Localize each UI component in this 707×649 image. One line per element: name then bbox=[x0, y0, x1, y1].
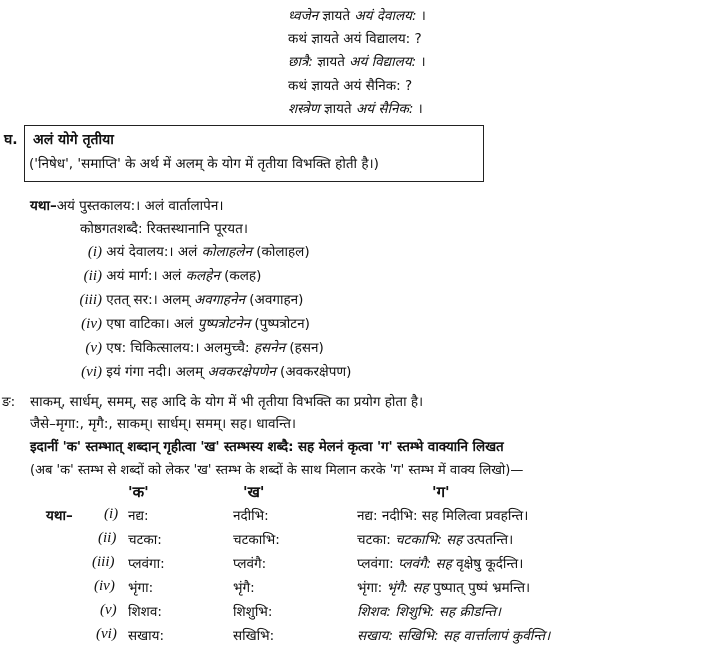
ga-plain: चटका: bbox=[357, 532, 396, 548]
section-title: अलं योगे तृतीया bbox=[33, 132, 114, 148]
section-marker-nga: ङ: bbox=[2, 394, 16, 410]
section-note: ('निषेध', 'समाप्ति' के अर्थ में अलम् के योग में तृतीया विभक्ति होती है।) bbox=[29, 156, 379, 172]
cell-ka: शिशव: bbox=[128, 604, 162, 620]
cell-kha: भृंगै: bbox=[233, 580, 255, 596]
cell-ga bbox=[357, 578, 530, 596]
item-number: (iv) bbox=[81, 316, 102, 332]
text: कथं ज्ञायते अयं सैनिक: ? bbox=[288, 78, 413, 94]
item-prefix: अयं मार्ग:। अलं bbox=[106, 268, 186, 284]
item-number: (iii) bbox=[79, 292, 102, 308]
row-number: (v) bbox=[100, 602, 117, 618]
item-answer: पुष्पत्रोटनेन bbox=[197, 316, 251, 332]
column-header-kha: 'ख' bbox=[243, 483, 265, 501]
row-number: (vi) bbox=[96, 626, 117, 642]
cell-ka: सखाय: bbox=[128, 628, 165, 644]
item-number: (ii) bbox=[83, 268, 102, 284]
fill-instruction: कोष्ठगतशब्दै: रिक्तस्थानानि पूरयत। bbox=[80, 221, 248, 237]
item-answer: कोलाहलेन bbox=[201, 244, 252, 260]
item-prefix: इयं गंगा नदी। अलम् bbox=[106, 364, 208, 380]
cell-kha: नदीभि: bbox=[233, 508, 269, 524]
item-hint: (अवकरक्षेपण) bbox=[280, 364, 352, 380]
text: । bbox=[416, 54, 426, 70]
row-number: (i) bbox=[104, 506, 119, 522]
item-prefix: अयं देवालय:। अलं bbox=[106, 244, 202, 260]
cell-ga: नद्य: नदीभि: सह मिलित्वा प्रवहन्ति। bbox=[357, 508, 529, 524]
cell-kha: सखिभि: bbox=[233, 628, 275, 644]
cell-ka: चटका: bbox=[128, 532, 162, 548]
list-item bbox=[80, 242, 310, 261]
cell-ga bbox=[357, 554, 523, 572]
rule-text: साकम्, सार्धम्, समम्, सह आदि के योग में भी तृतीया विभक्ति का प्रयोग होता है। bbox=[30, 394, 424, 410]
instruction-hindi: (अब 'क' स्तम्भ से शब्दों को लेकर 'ख' स्तम्भ के शब्दों के साथ मिलान करके 'ग' स्तम्भ में वाक्य लिखो)— bbox=[30, 463, 524, 478]
italic-text: अयं देवालय: bbox=[354, 8, 417, 24]
item-number: (v) bbox=[85, 340, 102, 356]
item-prefix: एतत् सर:। अलम् bbox=[106, 292, 194, 308]
item-hint: (पुष्पत्रोटन) bbox=[254, 316, 310, 332]
row-number: (ii) bbox=[98, 530, 117, 546]
row-number: (iii) bbox=[92, 554, 115, 570]
text: ज्ञायते bbox=[318, 8, 355, 24]
cell-kha: शिशुभि: bbox=[233, 604, 273, 620]
list-item bbox=[74, 362, 351, 381]
item-hint: (कलह) bbox=[224, 268, 262, 284]
list-item bbox=[74, 314, 310, 333]
item-number: (vi) bbox=[81, 364, 102, 380]
cell-ka: भृंगा: bbox=[128, 580, 154, 596]
example-line bbox=[288, 76, 412, 94]
section-marker-gha: घ. bbox=[4, 132, 18, 148]
column-header-ga: 'ग' bbox=[432, 483, 450, 501]
item-prefix: एषा वाटिका। अलं bbox=[106, 316, 198, 332]
item-hint: (अवगाहन) bbox=[249, 292, 304, 308]
rule-box bbox=[24, 125, 484, 182]
text: कथं ज्ञायते अयं विद्यालय: ? bbox=[288, 31, 422, 47]
cell-kha: चटकाभि: bbox=[233, 532, 280, 548]
list-item bbox=[78, 338, 324, 357]
ga-plain: प्लवंगा: bbox=[357, 556, 398, 572]
cell-ka: नद्य: bbox=[128, 508, 149, 524]
ga-plain: भृंगा: bbox=[357, 580, 387, 596]
item-hint: (कोलाहल) bbox=[256, 244, 310, 260]
rule-example: जैसे–मृगा:, मृगै:, साकम्। सार्धम्। समम्। सह। धावन्ति। bbox=[30, 416, 297, 432]
italic-text: ध्वजेन bbox=[288, 8, 319, 24]
italic-text: अयं सैनिक: bbox=[355, 101, 414, 117]
example-line bbox=[288, 29, 422, 47]
ga-tail: पुष्पात् पुष्पं भ्रमन्ति। bbox=[428, 580, 531, 596]
ga-tail: उत्पतन्ति। bbox=[462, 532, 514, 548]
cell-ga bbox=[357, 530, 513, 548]
item-answer: कलहेन bbox=[185, 268, 220, 284]
cell-ka: प्लवंगा: bbox=[128, 556, 165, 572]
italic-text: शस्त्रेण bbox=[288, 101, 320, 117]
text: । bbox=[416, 8, 426, 24]
item-hint: (हसन) bbox=[289, 340, 324, 356]
list-item bbox=[78, 266, 261, 285]
ga-tail: वृक्षेषु कूर्दन्ति। bbox=[451, 556, 524, 572]
instruction-sanskrit: इदानीं 'क' स्तम्भात् शब्दान् गृहीत्वा 'ख' स्तम्भस्य शब्दै: सह मेलनं कृत्वा 'ग' स्तम्भे वाक्यानि लिखत bbox=[30, 439, 504, 455]
cell-ga: शिशव: शिशुभि: सह क्रीडन्ति। bbox=[357, 604, 502, 620]
cell-ga: सखाय: सखिभि: सह वार्त्तालापं कुर्वन्ति। bbox=[357, 628, 551, 644]
example-label: यथा– bbox=[46, 508, 73, 524]
item-number: (i) bbox=[87, 244, 102, 260]
item-answer: अवकरक्षेपणेन bbox=[207, 364, 276, 380]
ga-italic: चटकाभि: सह bbox=[395, 532, 463, 548]
row-number: (iv) bbox=[94, 578, 115, 594]
item-prefix: एष: चिकित्सालय:। अलमुच्चै: bbox=[106, 340, 254, 356]
text: । bbox=[413, 101, 423, 117]
example-intro bbox=[30, 196, 223, 214]
list-item bbox=[72, 290, 303, 309]
italic-text: अयं विद्यालय: bbox=[349, 54, 417, 70]
cell-kha: प्लवंगै: bbox=[233, 556, 267, 572]
example-line bbox=[288, 6, 426, 24]
ga-italic: प्लवंगै: सह bbox=[398, 556, 452, 572]
italic-text: छात्रै: bbox=[288, 54, 313, 70]
example-line bbox=[288, 52, 426, 70]
example-text: अयं पुस्तकालय:। अलं वार्तालापेन। bbox=[56, 198, 224, 214]
item-answer: हसनेन bbox=[253, 340, 286, 356]
text: ज्ञायते bbox=[319, 101, 356, 117]
item-answer: अवगाहनेन bbox=[193, 292, 245, 308]
ga-italic: भृंगै: सह bbox=[386, 580, 429, 596]
column-header-ka: 'क' bbox=[128, 483, 149, 501]
example-line bbox=[288, 99, 423, 117]
example-label: यथा– bbox=[30, 198, 57, 214]
text: ज्ञायते bbox=[312, 54, 350, 70]
